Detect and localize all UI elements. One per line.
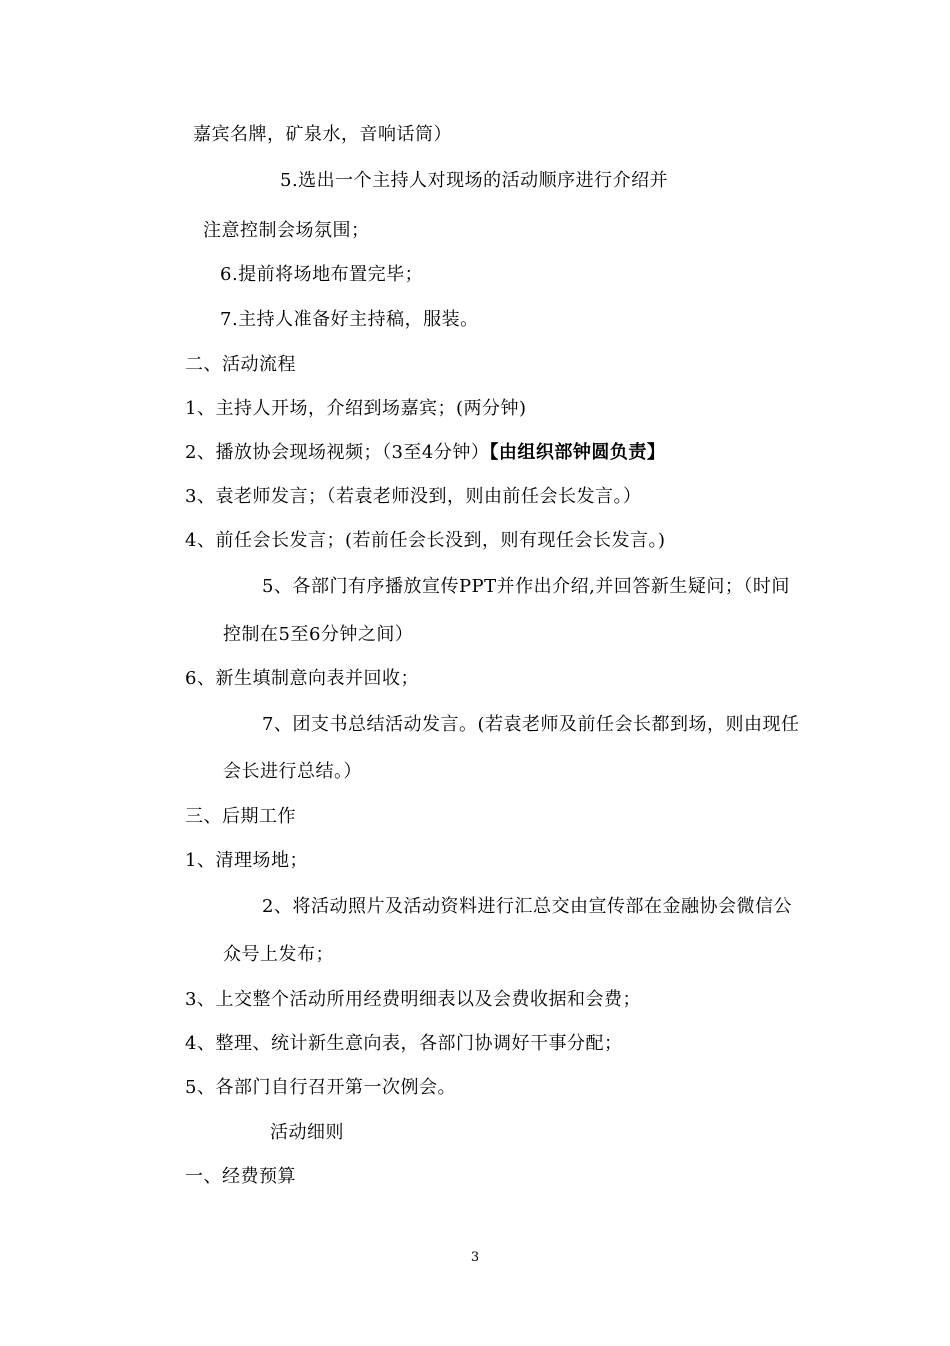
flow-item-7-line-2: 会长进行总结。） — [223, 761, 362, 782]
details-heading: 活动细则 — [270, 1122, 344, 1143]
post-item-4: 4、整理、统计新生意向表，各部门协调好干事分配； — [185, 1033, 623, 1054]
prep-item-7: 7.主持人准备好主持稿，服装。 — [220, 309, 479, 330]
prep-item-5-line-1: 5.选出一个主持人对现场的活动顺序进行介绍并 — [280, 170, 669, 191]
prep-item-6: 6.提前将场地布置完毕； — [220, 264, 424, 285]
post-item-2-line-2: 众号上发布； — [223, 944, 334, 965]
flow-item-4: 4、前任会长发言；(若前任会长没到，则有现任会长发言。) — [185, 530, 666, 551]
flow-item-2-text: 2、播放协会现场视频；（3至4分钟） — [185, 442, 490, 463]
flow-item-7-line-1: 7、团支书总结活动发言。(若袁老师及前任会长都到场，则由现任 — [262, 714, 800, 735]
page-number: 3 — [470, 1250, 480, 1265]
flow-heading: 二、活动流程 — [185, 354, 296, 375]
flow-item-5-line-2: 控制在5至6分钟之间） — [223, 624, 414, 645]
flow-item-5-line-1: 5、各部门有序播放宣传PPT并作出介绍,并回答新生疑问；（时间 — [262, 576, 790, 597]
flow-item-2 — [185, 441, 665, 465]
flow-item-1: 1、主持人开场，介绍到场嘉宾；(两分钟) — [185, 398, 527, 419]
post-item-3: 3、上交整个活动所用经费明细表以及会费收据和会费； — [185, 989, 641, 1010]
prep-item-5-line-2: 注意控制会场氛围； — [203, 220, 370, 241]
guest-items-line: 嘉宾名牌，矿泉水，音响话筒） — [193, 124, 452, 145]
post-heading: 三、后期工作 — [185, 806, 296, 827]
flow-item-6: 6、新生填制意向表并回收； — [185, 668, 419, 689]
post-item-1: 1、清理场地； — [185, 850, 308, 871]
post-item-2-line-1: 2、将活动照片及活动资料进行汇总交由宣传部在金融协会微信公 — [262, 896, 792, 917]
budget-heading: 一、经费预算 — [185, 1166, 296, 1187]
flow-item-3: 3、袁老师发言；（若袁老师没到，则由前任会长发言。） — [185, 486, 642, 507]
flow-item-2-responsible: 【由组织部钟圆负责】 — [489, 442, 666, 463]
post-item-5: 5、各部门自行召开第一次例会。 — [185, 1077, 456, 1098]
